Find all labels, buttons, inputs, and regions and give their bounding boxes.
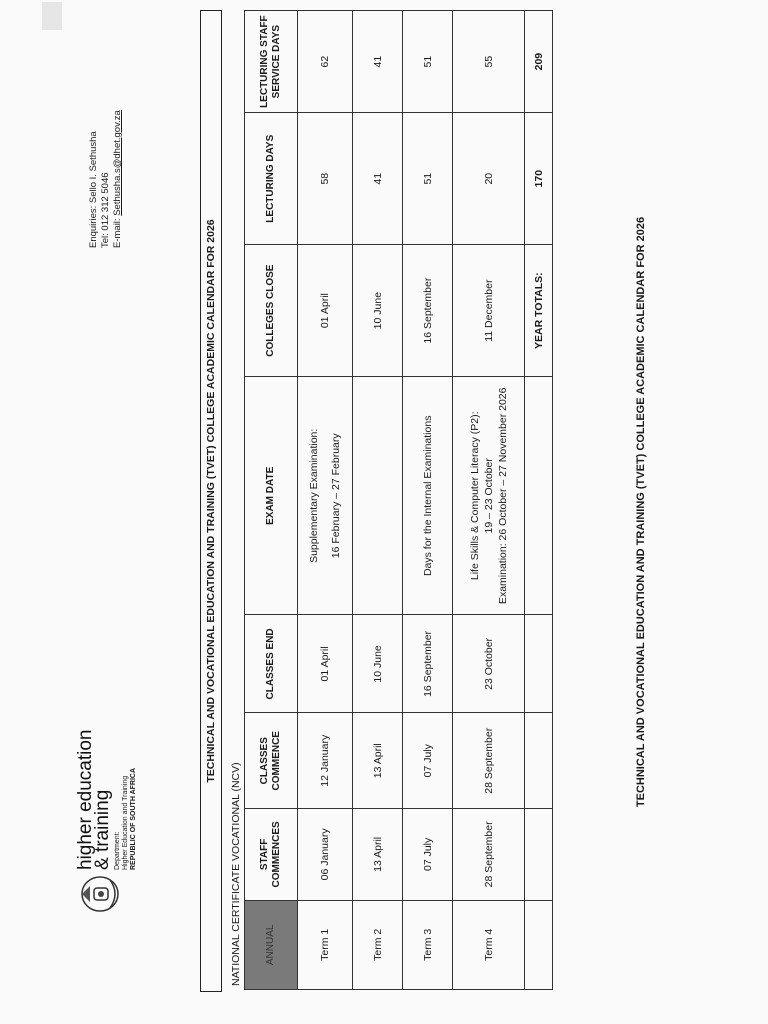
header-classes-end: CLASSES END bbox=[245, 615, 298, 713]
logo-dept-line3: REPUBLIC OF SOUTH AFRICA bbox=[130, 767, 137, 870]
enquiries-email-link[interactable]: Sethusha.s@dhet.gov.za bbox=[112, 110, 123, 216]
enquiries-email-line bbox=[112, 110, 124, 248]
exam-line: Examination: 26 October – 27 November 2026 bbox=[496, 387, 509, 605]
exam-line: Days for the Internal Examinations bbox=[421, 415, 434, 577]
colleges-close-cell: 16 September bbox=[403, 245, 453, 377]
service-days-cell: 62 bbox=[298, 11, 353, 113]
table-row bbox=[298, 11, 353, 990]
header-lecturing-days: LECTURING DAYS bbox=[245, 113, 298, 245]
coat-of-arms-icon bbox=[76, 874, 120, 914]
enquiries-name: Enquiries: Sello I. Sethusha bbox=[88, 131, 99, 248]
logo-title bbox=[77, 730, 111, 871]
enquiries-block bbox=[88, 110, 124, 248]
table-row bbox=[403, 11, 453, 990]
exam-line: 19 – 23 October bbox=[482, 458, 495, 534]
header-lecturing-staff-service-days: LECTURING STAFF SERVICE DAYS bbox=[245, 11, 298, 113]
lecturing-days-cell: 20 bbox=[453, 113, 525, 245]
exam-line: 16 February – 27 February bbox=[330, 433, 342, 559]
table-row bbox=[353, 11, 403, 990]
exam-date-cell bbox=[353, 377, 403, 615]
exam-date-cell bbox=[453, 377, 525, 615]
term-cell: Term 4 bbox=[453, 900, 525, 989]
classes-end-cell: 01 April bbox=[298, 615, 353, 713]
colleges-close-cell: 11 December bbox=[453, 245, 525, 377]
logo-department bbox=[114, 768, 138, 870]
logo-dept-line1: Department: bbox=[114, 831, 121, 870]
colleges-close-cell: 01 April bbox=[298, 245, 353, 377]
service-days-cell: 51 bbox=[403, 11, 453, 113]
staff-commences-cell: 07 July bbox=[403, 809, 453, 901]
logo-title-line1: higher education bbox=[75, 729, 96, 870]
staff-commences-cell: 28 September bbox=[453, 809, 525, 901]
table-header-row bbox=[245, 11, 298, 990]
header-colleges-close: COLLEGES CLOSE bbox=[245, 245, 298, 377]
staff-commences-cell: 06 January bbox=[298, 809, 353, 901]
service-days-cell: 55 bbox=[453, 11, 525, 113]
header-exam-date: EXAM DATE bbox=[245, 377, 298, 615]
header-staff-commences: STAFF COMMENCES bbox=[245, 809, 298, 901]
header-classes-commence: CLASSES COMMENCE bbox=[245, 713, 298, 809]
staff-commences-cell: 13 April bbox=[353, 809, 403, 901]
classes-end-cell: 10 June bbox=[353, 615, 403, 713]
lecturing-days-cell: 58 bbox=[298, 113, 353, 245]
exam-date-cell bbox=[298, 377, 353, 615]
enquiries-tel: Tel: 012 312 5046 bbox=[100, 172, 111, 248]
empty-cell bbox=[525, 713, 553, 809]
scan-page-marker bbox=[42, 2, 62, 30]
classes-commence-cell: 28 September bbox=[453, 713, 525, 809]
empty-cell bbox=[525, 615, 553, 713]
classes-end-cell: 16 September bbox=[403, 615, 453, 713]
empty-cell bbox=[525, 809, 553, 901]
total-service-days: 209 bbox=[525, 11, 553, 113]
empty-cell bbox=[525, 900, 553, 989]
total-lecturing-days: 170 bbox=[525, 113, 553, 245]
classes-commence-cell: 12 January bbox=[298, 713, 353, 809]
table-row bbox=[453, 11, 525, 990]
enquiries-email-label: E-mail: bbox=[112, 215, 123, 248]
classes-commence-cell: 07 July bbox=[403, 713, 453, 809]
lecturing-days-cell: 51 bbox=[403, 113, 453, 245]
exam-line: Supplementary Examination: bbox=[308, 428, 320, 563]
section-subtitle: NATIONAL CERTIFICATE VOCATIONAL (NCV) bbox=[230, 762, 242, 986]
service-days-cell: 41 bbox=[353, 11, 403, 113]
page-title: TECHNICAL AND VOCATIONAL EDUCATION AND TRAINING (TVET) COLLEGE ACADEMIC CALENDAR FOR 2026 bbox=[200, 10, 222, 992]
logo-dept-line2: Higher Education and Training bbox=[122, 775, 129, 870]
footer-title: TECHNICAL AND VOCATIONAL EDUCATION AND TRAINING (TVET) COLLEGE ACADEMIC CALENDAR FOR 2026 bbox=[635, 216, 647, 808]
term-cell: Term 1 bbox=[298, 900, 353, 989]
lecturing-days-cell: 41 bbox=[353, 113, 403, 245]
header-annual: ANNUAL bbox=[245, 900, 298, 989]
term-cell: Term 2 bbox=[353, 900, 403, 989]
colleges-close-cell: 10 June bbox=[353, 245, 403, 377]
logo-title-line2: & training bbox=[92, 789, 113, 870]
term-cell: Term 3 bbox=[403, 900, 453, 989]
classes-end-cell: 23 October bbox=[453, 615, 525, 713]
classes-commence-cell: 13 April bbox=[353, 713, 403, 809]
year-totals-label: YEAR TOTALS: bbox=[525, 245, 553, 377]
exam-date-cell bbox=[403, 377, 453, 615]
empty-cell bbox=[525, 377, 553, 615]
exam-line: Life Skills & Computer Literacy (P2): bbox=[468, 411, 481, 581]
dhet-logo bbox=[74, 694, 154, 914]
totals-row bbox=[525, 11, 553, 990]
academic-calendar-table bbox=[244, 10, 553, 990]
